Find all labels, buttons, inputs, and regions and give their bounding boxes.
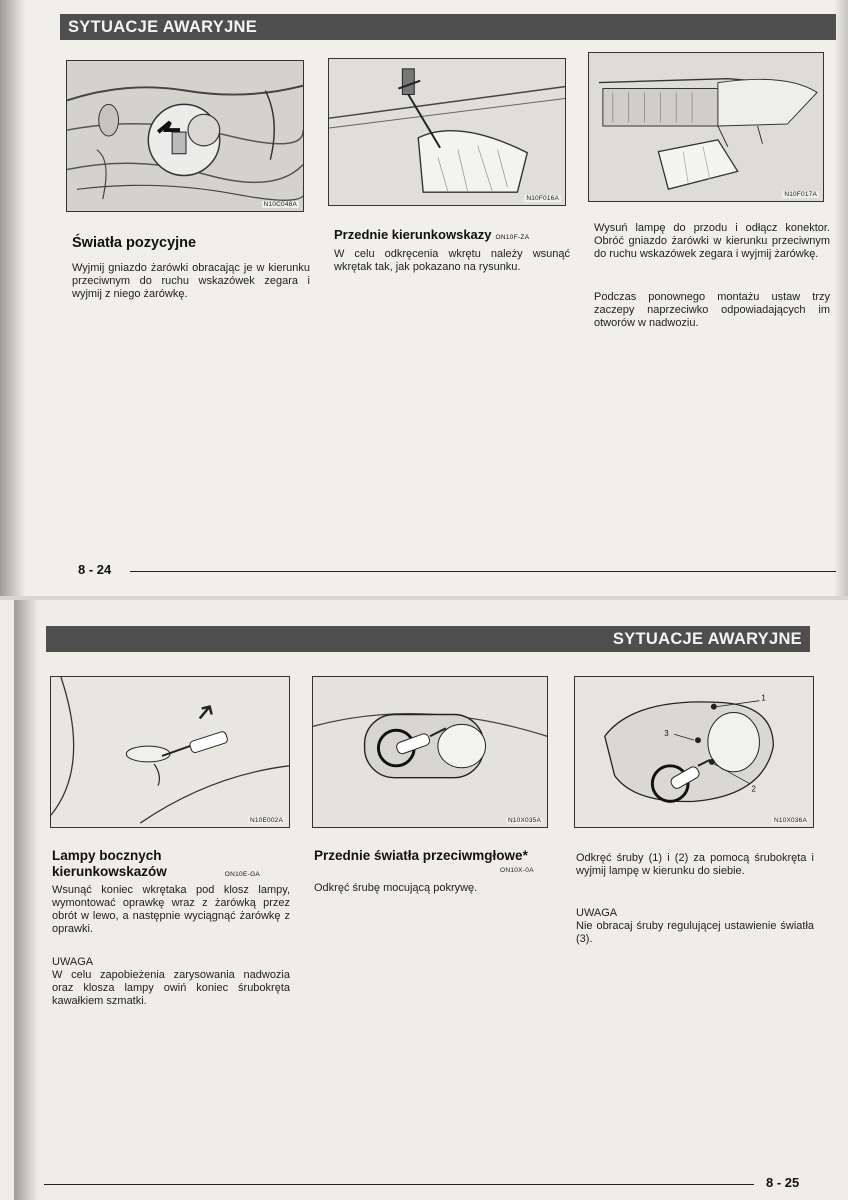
section-code: ON10E-GA bbox=[224, 871, 261, 878]
page-number: 8 - 24 bbox=[78, 562, 112, 577]
heading-fog-lamps: Przednie światła przeciwmgłowe* bbox=[314, 848, 528, 863]
text-reinstall: Podczas ponownego montażu ustaw trzy zaczepy naprzeciwko odpowiadających im otworów w nadwoziu. bbox=[594, 291, 830, 329]
figure-code: N10C048A bbox=[263, 201, 297, 208]
note-title: UWAGA bbox=[576, 907, 618, 919]
gutter-shadow bbox=[14, 600, 38, 1200]
heading-line-2 bbox=[52, 864, 260, 883]
section-header bbox=[46, 626, 810, 652]
note-fog-lamp-screws: Nie obracaj śruby regulującej ustawienie światła (3). bbox=[576, 920, 814, 945]
section-code: ON10F-ZA bbox=[495, 234, 530, 241]
fog-lamp-screws-illustration bbox=[575, 677, 813, 827]
footer-rule bbox=[130, 571, 836, 572]
heading-front-turn-signals bbox=[334, 227, 529, 242]
side-turn-lamp-illustration bbox=[51, 677, 289, 827]
callout-label-1: 1 bbox=[761, 693, 766, 703]
text-lamp-removal: Wysuń lampę do przodu i odłącz konektor. Obróć gniazdo żarówki w kierunku przeciwnym do ruchu wskazówek zegara i wyjmij żarówkę. bbox=[594, 222, 830, 260]
figure-code: N10F016A bbox=[526, 195, 559, 202]
heading-line-1: Lampy bocznych bbox=[52, 848, 162, 863]
figure-code: N10X035A bbox=[507, 817, 541, 824]
section-header-text: SYTUACJE AWARYJNE bbox=[612, 629, 802, 648]
figure-fog-lamp-cover bbox=[312, 676, 548, 828]
section-code: ON10X-0A bbox=[500, 867, 534, 874]
heading-text: Przednie kierunkowskazy bbox=[334, 227, 492, 242]
position-light-illustration bbox=[67, 61, 303, 211]
note-side-turn-lamps: W celu zapobieżenia zarysowania nadwozia oraz klosza lampy owiń koniec śrubokręta kawałkiem szmatki. bbox=[52, 969, 290, 1007]
text-position-lights: Wyjmij gniazdo żarówki obracając je w kierunku przeciwnym do ruchu wskazówek zegara i wyjmij z niego żarówkę. bbox=[72, 262, 310, 300]
text-front-turn-signals: W celu odkręcenia wkrętu należy wsunąć wkrętak tak, jak pokazano na rysunku. bbox=[334, 248, 570, 273]
note-title: UWAGA bbox=[52, 956, 94, 968]
gutter-shadow bbox=[0, 0, 26, 598]
text-side-turn-lamps: Wsunąć koniec wkrętaka pod klosz lampy, wymontować oprawkę wraz z żarówką przez obrót w lewo, a następnie wyciągnąć żarówkę z oprawki. bbox=[52, 884, 290, 935]
figure-code: N10X036A bbox=[773, 817, 807, 824]
figure-code: N10E002A bbox=[249, 817, 283, 824]
figure-side-turn-lamp bbox=[50, 676, 290, 828]
page-number: 8 - 25 bbox=[766, 1175, 800, 1190]
section-header bbox=[60, 14, 836, 40]
heading-line-2-text: kierunkowskazów bbox=[52, 864, 167, 879]
section-header-text: SYTUACJE AWARYJNE bbox=[68, 17, 258, 36]
figure-fog-lamp-screws bbox=[574, 676, 814, 828]
figure-lamp-pulled-forward bbox=[588, 52, 824, 202]
page-edge bbox=[834, 0, 848, 598]
heading-position-lights: Światła pozycyjne bbox=[72, 235, 197, 251]
callout-label-2: 2 bbox=[751, 784, 756, 794]
page-8-25 bbox=[0, 600, 848, 1200]
page-8-24 bbox=[0, 0, 848, 598]
footer-rule bbox=[44, 1184, 754, 1185]
heading-side-turn-lamps bbox=[52, 848, 260, 883]
figure-front-turn-signal bbox=[328, 58, 566, 206]
figure-position-light bbox=[66, 60, 304, 212]
figure-code: N10F017A bbox=[784, 191, 817, 198]
text-fog-lamp-screws: Odkręć śruby (1) i (2) za pomocą śrubokręta i wyjmij lampę w kierunku do siebie. bbox=[576, 852, 814, 877]
lamp-removal-illustration bbox=[589, 53, 823, 201]
fog-lamp-illustration bbox=[313, 677, 547, 827]
turn-signal-illustration bbox=[329, 59, 565, 205]
callout-label-3: 3 bbox=[664, 729, 669, 739]
text-fog-lamps: Odkręć śrubę mocującą pokrywę. bbox=[314, 882, 478, 894]
